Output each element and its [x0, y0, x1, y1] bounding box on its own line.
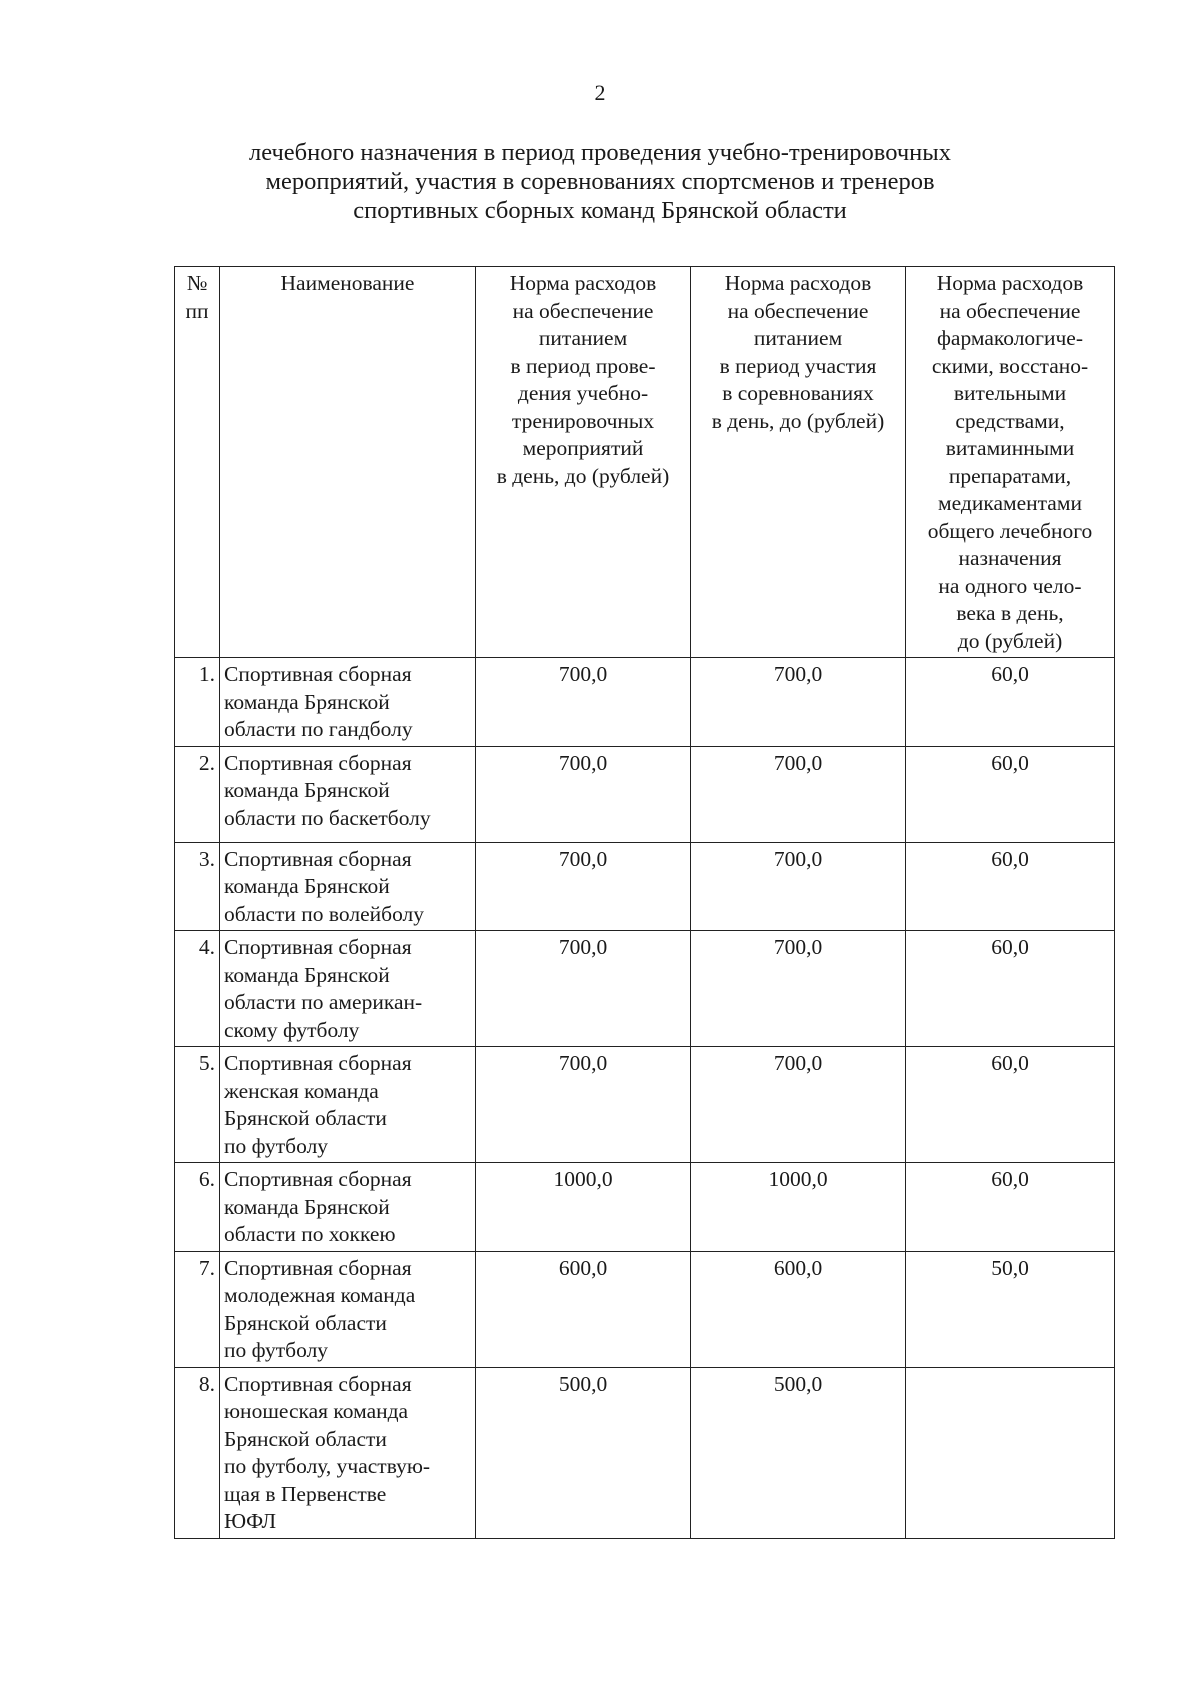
- row-pharma-norm: 60,0: [906, 842, 1115, 931]
- row-name: Спортивная сборная команда Брянской области по хоккею: [220, 1163, 476, 1252]
- row-training-norm: 500,0: [476, 1367, 691, 1538]
- row-competition-norm: 1000,0: [691, 1163, 906, 1252]
- row-pharma-norm: 50,0: [906, 1251, 1115, 1367]
- row-training-norm: 700,0: [476, 658, 691, 747]
- row-number: 2.: [175, 746, 220, 842]
- header-number: № пп: [175, 267, 220, 658]
- row-name: Спортивная сборная команда Брянской области по гандболу: [220, 658, 476, 747]
- norms-table: [174, 266, 1115, 1539]
- header-name: Наименование: [220, 267, 476, 658]
- document-title: [150, 138, 1050, 225]
- row-number: 6.: [175, 1163, 220, 1252]
- table-row: [175, 1047, 1115, 1163]
- row-number: 3.: [175, 842, 220, 931]
- header-norm-training: Норма расходов на обеспечение питанием в период прове- дения учебно- тренировочных мероприятий в день, до (рублей): [476, 267, 691, 658]
- table-row: [175, 842, 1115, 931]
- row-competition-norm: 500,0: [691, 1367, 906, 1538]
- row-name: Спортивная сборная юношеская команда Брянской области по футболу, участвую- щая в Первенстве ЮФЛ: [220, 1367, 476, 1538]
- header-norm-pharma: Норма расходов на обеспечение фармакологиче- скими, восстано- вительными средствами, витаминными препаратами, медикаментами общего лечебного назначения на одного чело- века в день, до (рублей): [906, 267, 1115, 658]
- row-pharma-norm: 60,0: [906, 658, 1115, 747]
- row-competition-norm: 700,0: [691, 746, 906, 842]
- title-line: спортивных сборных команд Брянской области: [353, 197, 847, 224]
- row-number: 1.: [175, 658, 220, 747]
- row-number: 7.: [175, 1251, 220, 1367]
- row-training-norm: 600,0: [476, 1251, 691, 1367]
- page-number: 2: [594, 80, 606, 105]
- row-pharma-norm: [906, 1367, 1115, 1538]
- row-number: 8.: [175, 1367, 220, 1538]
- row-competition-norm: 700,0: [691, 1047, 906, 1163]
- table-row: [175, 1251, 1115, 1367]
- row-number: 4.: [175, 931, 220, 1047]
- row-pharma-norm: 60,0: [906, 1047, 1115, 1163]
- table-row: [175, 746, 1115, 842]
- row-name: Спортивная сборная женская команда Брянской области по футболу: [220, 1047, 476, 1163]
- title-line: мероприятий, участия в соревнованиях спортсменов и тренеров: [265, 168, 935, 195]
- row-pharma-norm: 60,0: [906, 1163, 1115, 1252]
- row-training-norm: 700,0: [476, 746, 691, 842]
- row-name: Спортивная сборная команда Брянской области по американ- скому футболу: [220, 931, 476, 1047]
- row-pharma-norm: 60,0: [906, 746, 1115, 842]
- table-header-row: [175, 267, 1115, 658]
- row-competition-norm: 700,0: [691, 931, 906, 1047]
- table-row: [175, 658, 1115, 747]
- row-training-norm: 700,0: [476, 1047, 691, 1163]
- row-competition-norm: 700,0: [691, 842, 906, 931]
- row-name: Спортивная сборная команда Брянской области по волейболу: [220, 842, 476, 931]
- header-norm-competition: Норма расходов на обеспечение питанием в период участия в соревнованиях в день, до (рублей): [691, 267, 906, 658]
- title-line: лечебного назначения в период проведения учебно-тренировочных: [249, 139, 951, 166]
- row-competition-norm: 700,0: [691, 658, 906, 747]
- row-name: Спортивная сборная команда Брянской области по баскетболу: [220, 746, 476, 842]
- row-pharma-norm: 60,0: [906, 931, 1115, 1047]
- row-name: Спортивная сборная молодежная команда Брянской области по футболу: [220, 1251, 476, 1367]
- row-competition-norm: 600,0: [691, 1251, 906, 1367]
- row-number: 5.: [175, 1047, 220, 1163]
- table-row: [175, 931, 1115, 1047]
- row-training-norm: 1000,0: [476, 1163, 691, 1252]
- row-training-norm: 700,0: [476, 931, 691, 1047]
- row-training-norm: 700,0: [476, 842, 691, 931]
- table-row: [175, 1367, 1115, 1538]
- table-row: [175, 1163, 1115, 1252]
